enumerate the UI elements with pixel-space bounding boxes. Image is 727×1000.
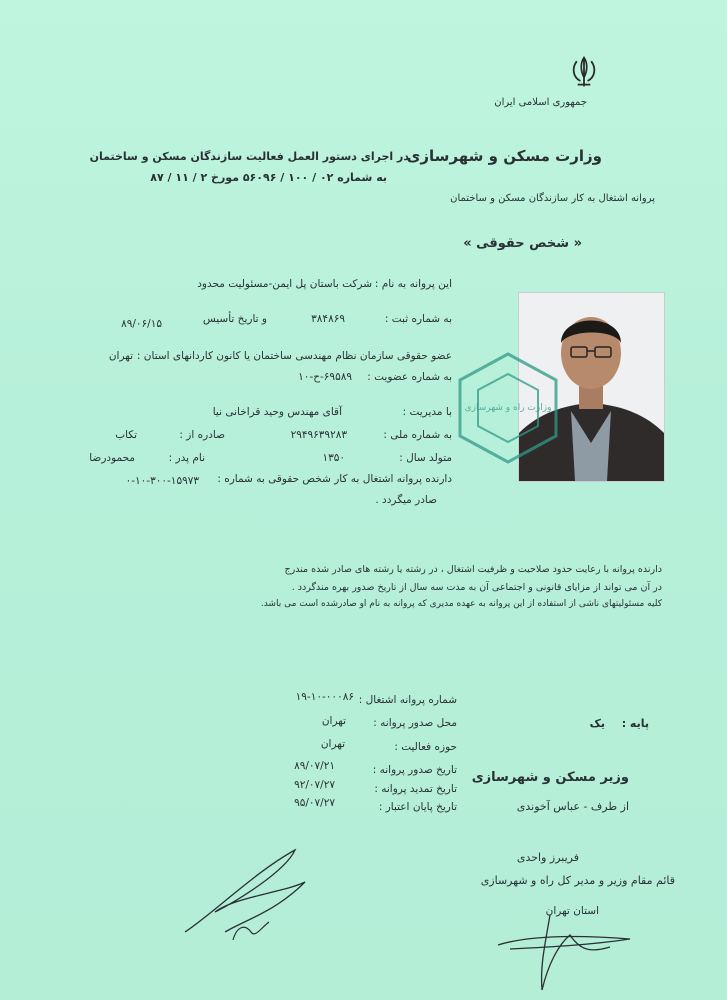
member-number: ۶۹۵۸۹-ح-۱۰ [298, 371, 352, 383]
country-name: جمهوری اسلامی ایران [494, 97, 587, 108]
member-number-label: به شماره عضویت : [367, 371, 452, 383]
serial-number [0, 10, 26, 150]
decree-line-1: در اجرای دستور العمل فعالیت سازندگان مسکن و ساختمان [89, 150, 409, 163]
activity-scope: تهران [320, 738, 345, 750]
national-id: ۲۹۴۹۶۳۹۲۸۳ [290, 429, 347, 441]
license-title: پروانه اشتغال به کار سازندگان مسکن و ساختمان [450, 193, 655, 204]
conditions-line-1: دارنده پروانه با رعایت حدود صلاحیت و ظرفیت اشتغال ، در رشته یا رشته های صادر شده مندرج [284, 564, 662, 575]
iran-emblem-icon [566, 54, 602, 90]
grade-label: پایه : [621, 717, 649, 730]
manager-name: آقای مهندس وحید قراخانی نیا [212, 406, 342, 418]
conditions-line-2: در آن می تواند از مزایای قانونی و اجتماعی آن به مدت سه سال از تاریخ صدور بهره مندگردد . [291, 582, 662, 593]
registration-label: به شماره ثبت : [384, 313, 452, 325]
manager-label: با مدیریت : [402, 406, 452, 418]
father-name: محمودرضا [89, 452, 135, 464]
renewal-date-label: تاریخ تمدید پروانه : [374, 783, 457, 795]
birth-year-label: متولد سال : [399, 452, 452, 464]
father-name-label: نام پدر : [168, 452, 205, 464]
decree-line-2: به شماره ۰۲ / ۱۰۰ / ۵۶۰۹۶ مورخ ۲ / ۱۱ / ۸۷ [150, 171, 387, 184]
member-line: عضو حقوقی سازمان نظام مهندسی ساختمان یا کانون کاردانهای استان : [136, 350, 452, 362]
conditions-line-3: کلیه مسئولیتهای ناشی از استفاده از این پروانه به عهده مدیری که پروانه به نام او صادرشده است می باشد. [260, 599, 662, 609]
holder-license-line: دارنده پروانه اشتغال به کار شخص حقوقی به شماره : [217, 473, 452, 485]
expiry-date-label: تاریخ پایان اعتبار : [378, 801, 457, 813]
member-province: تهران [108, 350, 133, 362]
birth-year: ۱۳۵۰ [322, 452, 345, 464]
founded-label: و تاریخ تأسیس [202, 313, 267, 325]
license-number-label: شماره پروانه اشتغال : [358, 694, 457, 706]
license-number: ۱۹-۱۰-۰۰۰۸۶ [295, 691, 354, 703]
holder-name-label: این پروانه به نام : [374, 278, 452, 290]
expiry-date: ۹۵/۰۷/۲۷ [294, 797, 335, 809]
national-id-label: به شماره ملی : [383, 429, 452, 441]
deputy-province: استان تهران [545, 905, 599, 917]
grade-value: یک [589, 717, 605, 730]
founded-date: ۸۹/۰۶/۱۵ [121, 318, 162, 330]
issued-from-label: صادره از : [179, 429, 225, 441]
issue-place: تهران [321, 715, 346, 727]
registration-number: ۳۸۴۸۶۹ [311, 313, 345, 325]
activity-scope-label: حوزه فعالیت : [394, 741, 457, 753]
issue-place-label: محل صدور پروانه : [373, 717, 457, 729]
renewal-date: ۹۲/۰۷/۲۷ [294, 779, 335, 791]
signature-right [490, 905, 640, 995]
deputy-name: فریبرز واحدی [516, 851, 579, 864]
holder-license-number: ۰-۱۰-۳۰۰-۱۵۹۷۳ [125, 475, 199, 487]
ministry-title: وزارت مسکن و شهرسازی [406, 147, 602, 165]
signature-left [175, 842, 315, 952]
official-stamp [448, 348, 568, 468]
issue-date: ۸۹/۰۷/۲۱ [294, 760, 335, 772]
issued-from: تکاب [115, 429, 137, 441]
issue-date-label: تاریخ صدور پروانه : [372, 764, 457, 776]
holder-name: شرکت باستان پل ایمن-مسئولیت محدود [197, 278, 372, 290]
deputy-title: قائم مقام وزیر و مدیر کل راه و شهرسازی [480, 874, 675, 887]
stamp-text: وزارت راه و شهرسازی [464, 403, 552, 413]
entity-type: « شخص حقوقی » [463, 236, 582, 251]
minister-title: وزیر مسکن و شهرسازی [471, 770, 629, 785]
issued-word: صادر میگردد . [375, 494, 437, 506]
on-behalf: از طرف - عباس آخوندی [516, 800, 629, 813]
